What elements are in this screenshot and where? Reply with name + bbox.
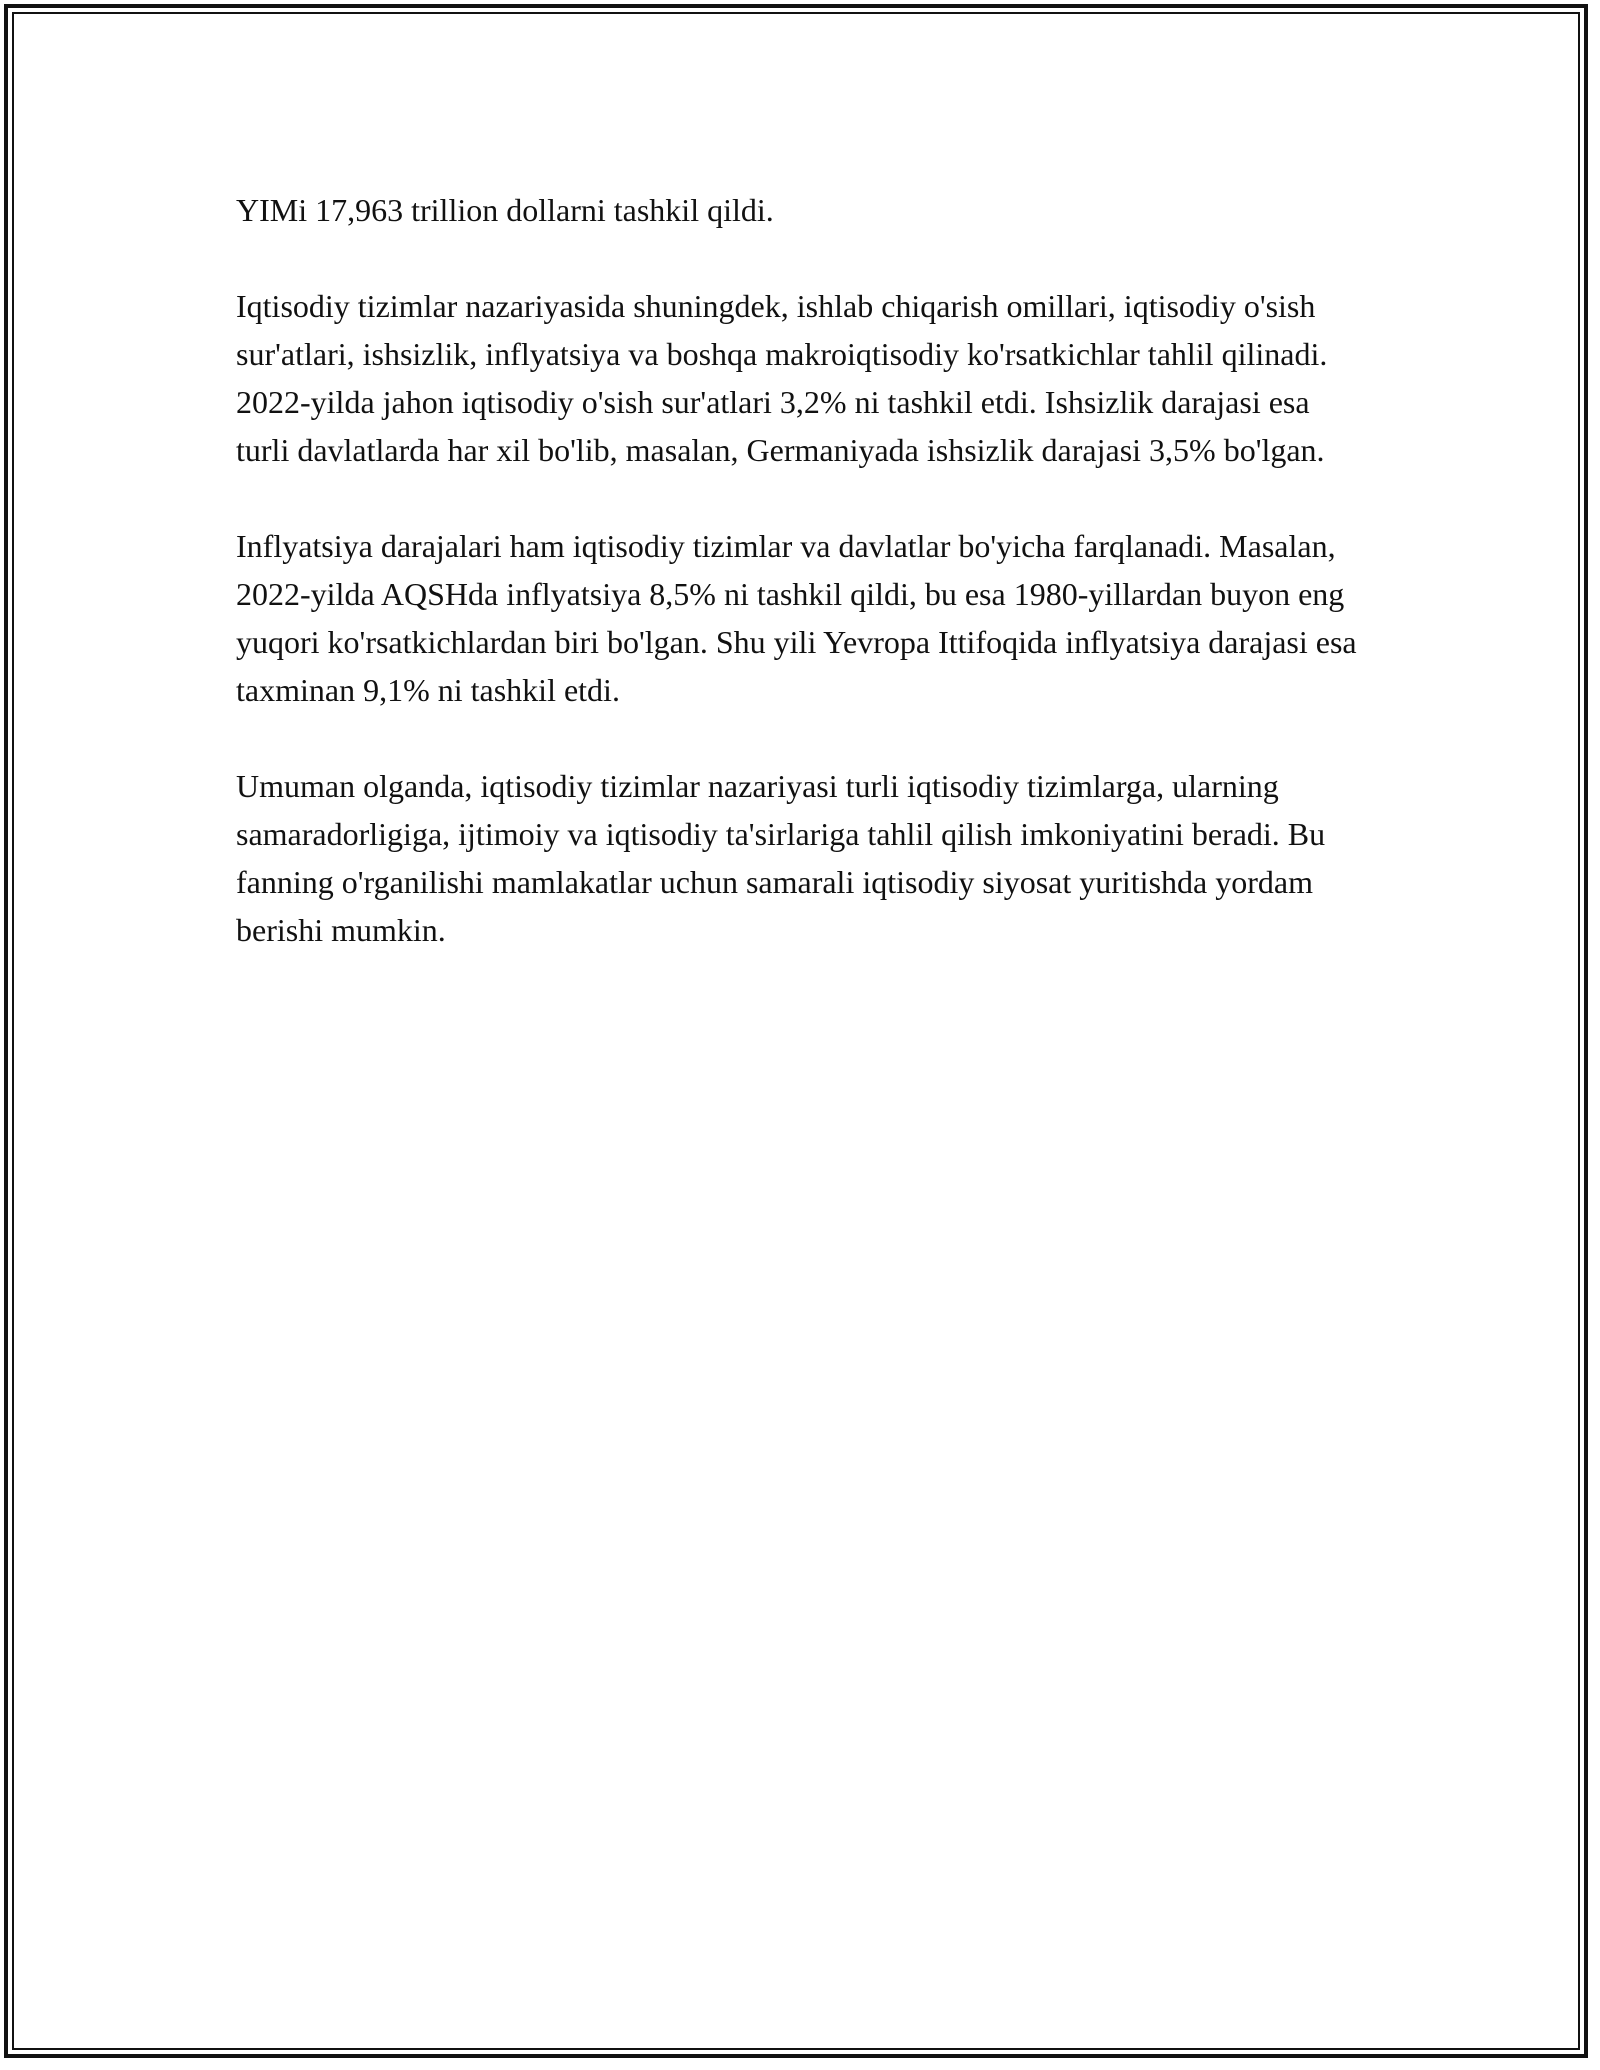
paragraph-inflation: Inflyatsiya darajalari ham iqtisodiy tizimlar va davlatlar bo'yicha farqlanadi. Masalan, 2022-yilda AQSHda inflyatsiya 8,5% ni tashkil qildi, bu esa 1980-yillardan buyon eng yuqori ko'rsatkichlardan biri bo'lgan. Shu yili Yevropa Ittifoqida inflyatsiya darajasi esa taxminan 9,1% ni tashkil etdi.: [236, 528, 1357, 708]
paragraph-economic-indicators: Iqtisodiy tizimlar nazariyasida shuningdek, ishlab chiqarish omillari, iqtisodiy o'sish sur'atlari, ishsizlik, inflyatsiya va boshqa makroiqtisodiy ko'rsatkichlar tahlil qilinadi. 2022-yilda jahon iqtisodiy o'sish sur'atlari 3,2% ni tashkil etdi. Ishsizlik darajasi esa turli davlatlarda har xil bo'lib, masalan, Germaniyada ishsizlik darajasi 3,5% bo'lgan.: [236, 288, 1328, 468]
paragraph-gdp: YIMi 17,963 trillion dollarni tashkil qildi.: [236, 192, 774, 228]
document-body: [236, 186, 1366, 1002]
paragraph-conclusion: Umuman olganda, iqtisodiy tizimlar nazariyasi turli iqtisodiy tizimlarga, ularning samaradorligiga, ijtimoiy va iqtisodiy ta'sirlariga tahlil qilish imkoniyatini beradi. Bu fanning o'rganilishi mamlakatlar uchun samarali iqtisodiy siyosat yuritishda yordam berishi mumkin.: [236, 768, 1326, 948]
